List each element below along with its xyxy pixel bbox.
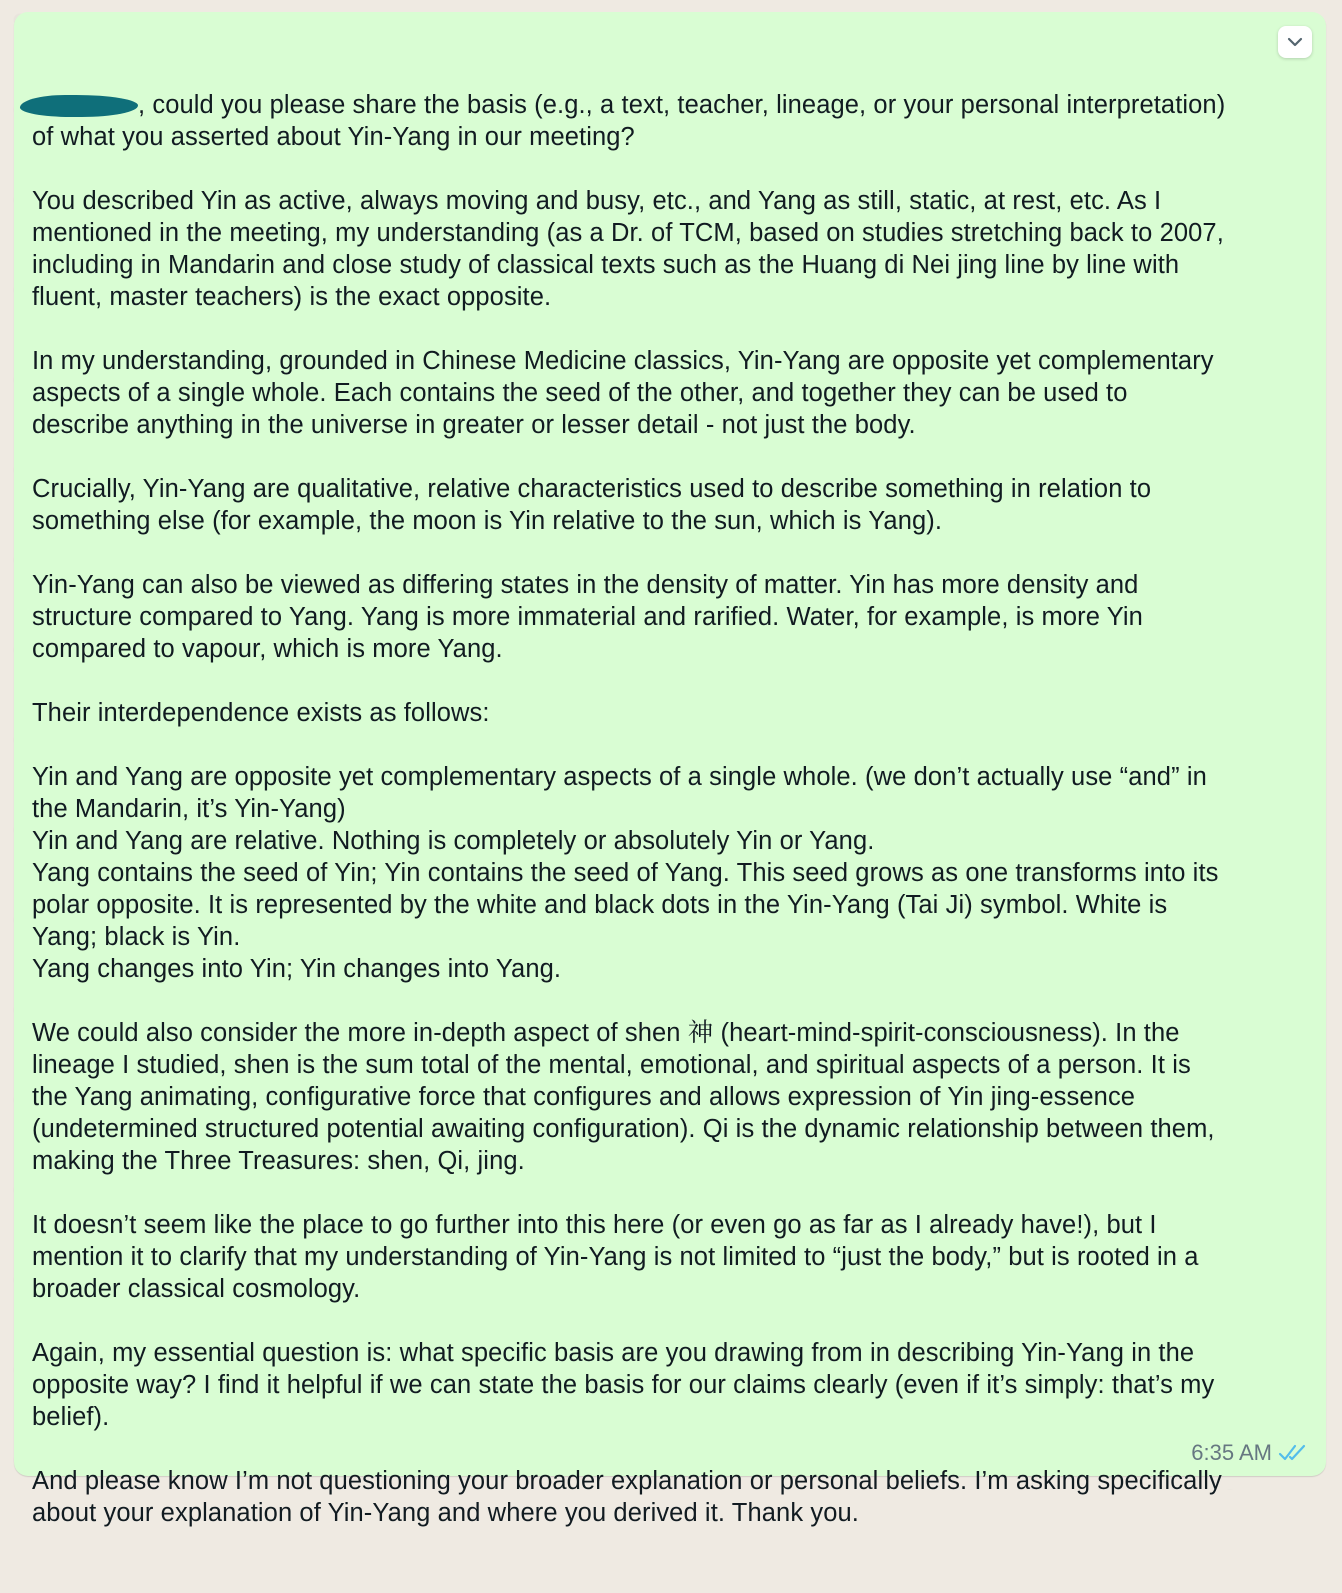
message-line: Yin-Yang can also be viewed as differing states in the density of matter. Yin has more density and bbox=[32, 571, 1139, 599]
message-line: the Mandarin, it’s Yin-Yang) bbox=[32, 795, 346, 823]
message-paragraph-opening bbox=[32, 89, 1322, 153]
outgoing-message-bubble[interactable] bbox=[14, 12, 1326, 1527]
message-line: In my understanding, grounded in Chinese Medicine classics, Yin-Yang are opposite yet complementary bbox=[32, 347, 1214, 375]
message-menu-button[interactable] bbox=[1278, 26, 1312, 58]
redacted-name bbox=[20, 95, 138, 117]
message-line: of what you asserted about Yin-Yang in our meeting? bbox=[32, 123, 635, 151]
message-line: Crucially, Yin-Yang are qualitative, relative characteristics used to describe something in relation to bbox=[32, 475, 1152, 503]
message-line: mention it to clarify that my understanding of Yin-Yang is not limited to “just the body,” but is rooted in a bbox=[32, 1243, 1199, 1271]
message-line bbox=[32, 89, 1322, 121]
message-meta bbox=[1191, 1440, 1308, 1466]
message-line: Yang contains the seed of Yin; Yin contains the seed of Yang. This seed grows as one transforms into its bbox=[32, 859, 1219, 887]
message-paragraph bbox=[32, 1209, 1322, 1305]
message-line: compared to vapour, which is more Yang. bbox=[32, 635, 503, 663]
message-line: (undetermined structured potential awaiting configuration). Qi is the dynamic relationship between them, bbox=[32, 1115, 1215, 1143]
message-line: broader classical cosmology. bbox=[32, 1275, 361, 1303]
message-line: And please know I’m not questioning your broader explanation or personal beliefs. I’m asking specifically bbox=[32, 1467, 1222, 1495]
message-line: something else (for example, the moon is Yin relative to the sun, which is Yang). bbox=[32, 507, 943, 535]
message-paragraph bbox=[32, 761, 1322, 985]
message-line: Yin and Yang are opposite yet complementary aspects of a single whole. (we don’t actually use “and” in bbox=[32, 763, 1207, 791]
chevron-down-icon bbox=[1287, 37, 1303, 47]
message-line: Yang changes into Yin; Yin changes into Yang. bbox=[32, 955, 562, 983]
message-line: fluent, master teachers) is the exact opposite. bbox=[32, 283, 552, 311]
double-check-read-icon bbox=[1278, 1443, 1308, 1463]
message-line: It doesn’t seem like the place to go further into this here (or even go as far as I already have!), but I bbox=[32, 1211, 1157, 1239]
opening-text: , could you please share the basis (e.g., a text, teacher, lineage, or your personal interpretation) bbox=[138, 91, 1226, 119]
message-paragraph bbox=[32, 345, 1322, 441]
message-line: belief). bbox=[32, 1403, 110, 1431]
message-line: aspects of a single whole. Each contains the seed of the other, and together they can be used to bbox=[32, 379, 1128, 407]
message-paragraphs bbox=[32, 185, 1322, 1529]
message-line: including in Mandarin and close study of classical texts such as the Huang di Nei jing line by line with bbox=[32, 251, 1180, 279]
message-line: lineage I studied, shen is the sum total of the mental, emotional, and spiritual aspects of a person. It is bbox=[32, 1051, 1191, 1079]
message-line: Their interdependence exists as follows: bbox=[32, 699, 490, 727]
message-text bbox=[32, 25, 1322, 1593]
message-line: mentioned in the meeting, my understanding (as a Dr. of TCM, based on studies stretching back to 2007, bbox=[32, 219, 1224, 247]
message-paragraph bbox=[32, 1465, 1322, 1529]
message-line: describe anything in the universe in greater or lesser detail - not just the body. bbox=[32, 411, 916, 439]
message-paragraph bbox=[32, 1337, 1322, 1433]
message-paragraph bbox=[32, 569, 1322, 665]
message-paragraph bbox=[32, 1017, 1322, 1177]
message-paragraph bbox=[32, 185, 1322, 313]
message-line: about your explanation of Yin-Yang and where you derived it. Thank you. bbox=[32, 1499, 859, 1527]
message-line: structure compared to Yang. Yang is more immaterial and rarified. Water, for example, is more Yin bbox=[32, 603, 1143, 631]
message-timestamp: 6:35 AM bbox=[1191, 1440, 1272, 1465]
message-line: Yin and Yang are relative. Nothing is completely or absolutely Yin or Yang. bbox=[32, 827, 875, 855]
message-line: polar opposite. It is represented by the white and black dots in the Yin-Yang (Tai Ji) symbol. White is bbox=[32, 891, 1168, 919]
message-line: Yang; black is Yin. bbox=[32, 923, 241, 951]
message-line: Again, my essential question is: what specific basis are you drawing from in describing Yin-Yang in the bbox=[32, 1339, 1195, 1367]
chevron-fade bbox=[1238, 26, 1278, 58]
message-paragraph bbox=[32, 473, 1322, 537]
message-paragraph bbox=[32, 697, 1322, 729]
message-line: opposite way? I find it helpful if we can state the basis for our claims clearly (even if it’s simply: that’s my bbox=[32, 1371, 1215, 1399]
message-line: We could also consider the more in-depth aspect of shen 神 (heart-mind-spirit-consciousness). In the bbox=[32, 1019, 1180, 1047]
message-line: the Yang animating, configurative force that configures and allows expression of Yin jing-essence bbox=[32, 1083, 1136, 1111]
message-line: making the Three Treasures: shen, Qi, jing. bbox=[32, 1147, 525, 1175]
message-line: You described Yin as active, always moving and busy, etc., and Yang as still, static, at rest, etc. As I bbox=[32, 187, 1162, 215]
